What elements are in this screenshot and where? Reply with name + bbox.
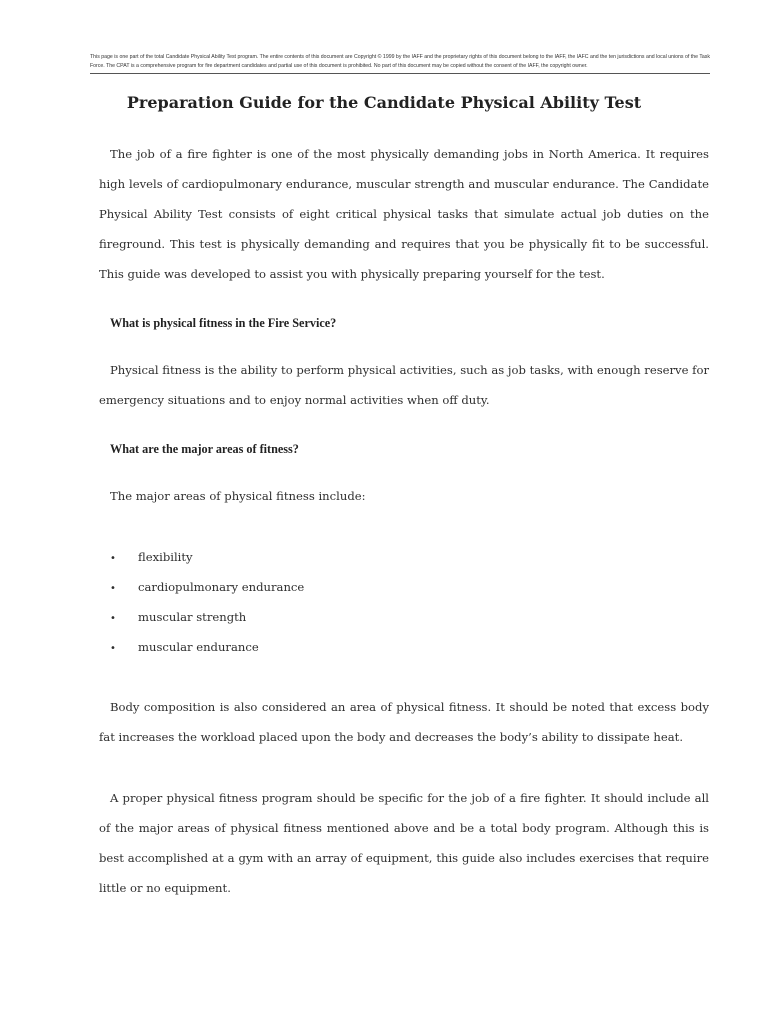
list-item-label: muscular strength — [138, 610, 247, 624]
bullet-icon: • — [110, 613, 116, 624]
fitness-program-paragraph: A proper physical fitness program should be specific for the job of a fire fighter. It should include all of the major areas of physical fitness mentioned above and be a total body program. Although this is best accomplished at a gym with an array of equipment, this guide also includes exercises that require little or no equipment. — [99, 791, 709, 895]
list-item — [110, 542, 304, 572]
list-item-label: cardiopulmonary endurance — [138, 580, 305, 594]
body-composition-paragraph: Body composition is also considered an area of physical fitness. It should be noted that excess body fat increases the workload placed upon the body and decreases the body’s ability to dissipate heat. — [99, 700, 709, 744]
bullet-icon: • — [110, 553, 116, 564]
fitness-areas-list — [110, 542, 304, 662]
header-divider — [90, 73, 710, 74]
section-heading-major-areas: What are the major areas of fitness? — [110, 442, 299, 456]
intro-paragraph: The job of a fire fighter is one of the most physically demanding jobs in North America. It requires high levels of cardiopulmonary endurance, muscular strength and muscular endurance. The Candidate Physical Ability Test consists of eight critical physical tasks that simulate actual job duties on the fireground. This test is physically demanding and requires that you be physically fit to be successful. This guide was developed to assist you with physically preparing yourself for the test. — [99, 147, 709, 281]
page-title: Preparation Guide for the Candidate Physical Ability Test — [126, 93, 642, 112]
major-areas-lead: The major areas of physical fitness include: — [110, 489, 366, 503]
list-item-label: flexibility — [138, 550, 193, 564]
bullet-icon: • — [110, 583, 116, 594]
section-heading-physical-fitness: What is physical fitness in the Fire Service? — [110, 316, 337, 330]
copyright-notice: This page is one part of the total Candidate Physical Ability Test program. The entire contents of this document are Copyright © 1999 by the IAFF and the proprietary rights of this document belong to the IAFF, the IAFC and the ten jurisdictions and local unions of the Task Force. The CPAT is a comprehensive program for fire department candidates and partial use of this document is prohibited. No part of this document may be copied without the consent of the IAFF, the copyright owner. — [90, 54, 710, 69]
list-item-label: muscular endurance — [138, 640, 259, 654]
list-item — [110, 572, 304, 602]
physical-fitness-paragraph: Physical fitness is the ability to perform physical activities, such as job tasks, with enough reserve for emergency situations and to enjoy normal activities when off duty. — [99, 363, 709, 407]
list-item — [110, 632, 304, 662]
list-item — [110, 602, 304, 632]
bullet-icon: • — [110, 643, 116, 654]
